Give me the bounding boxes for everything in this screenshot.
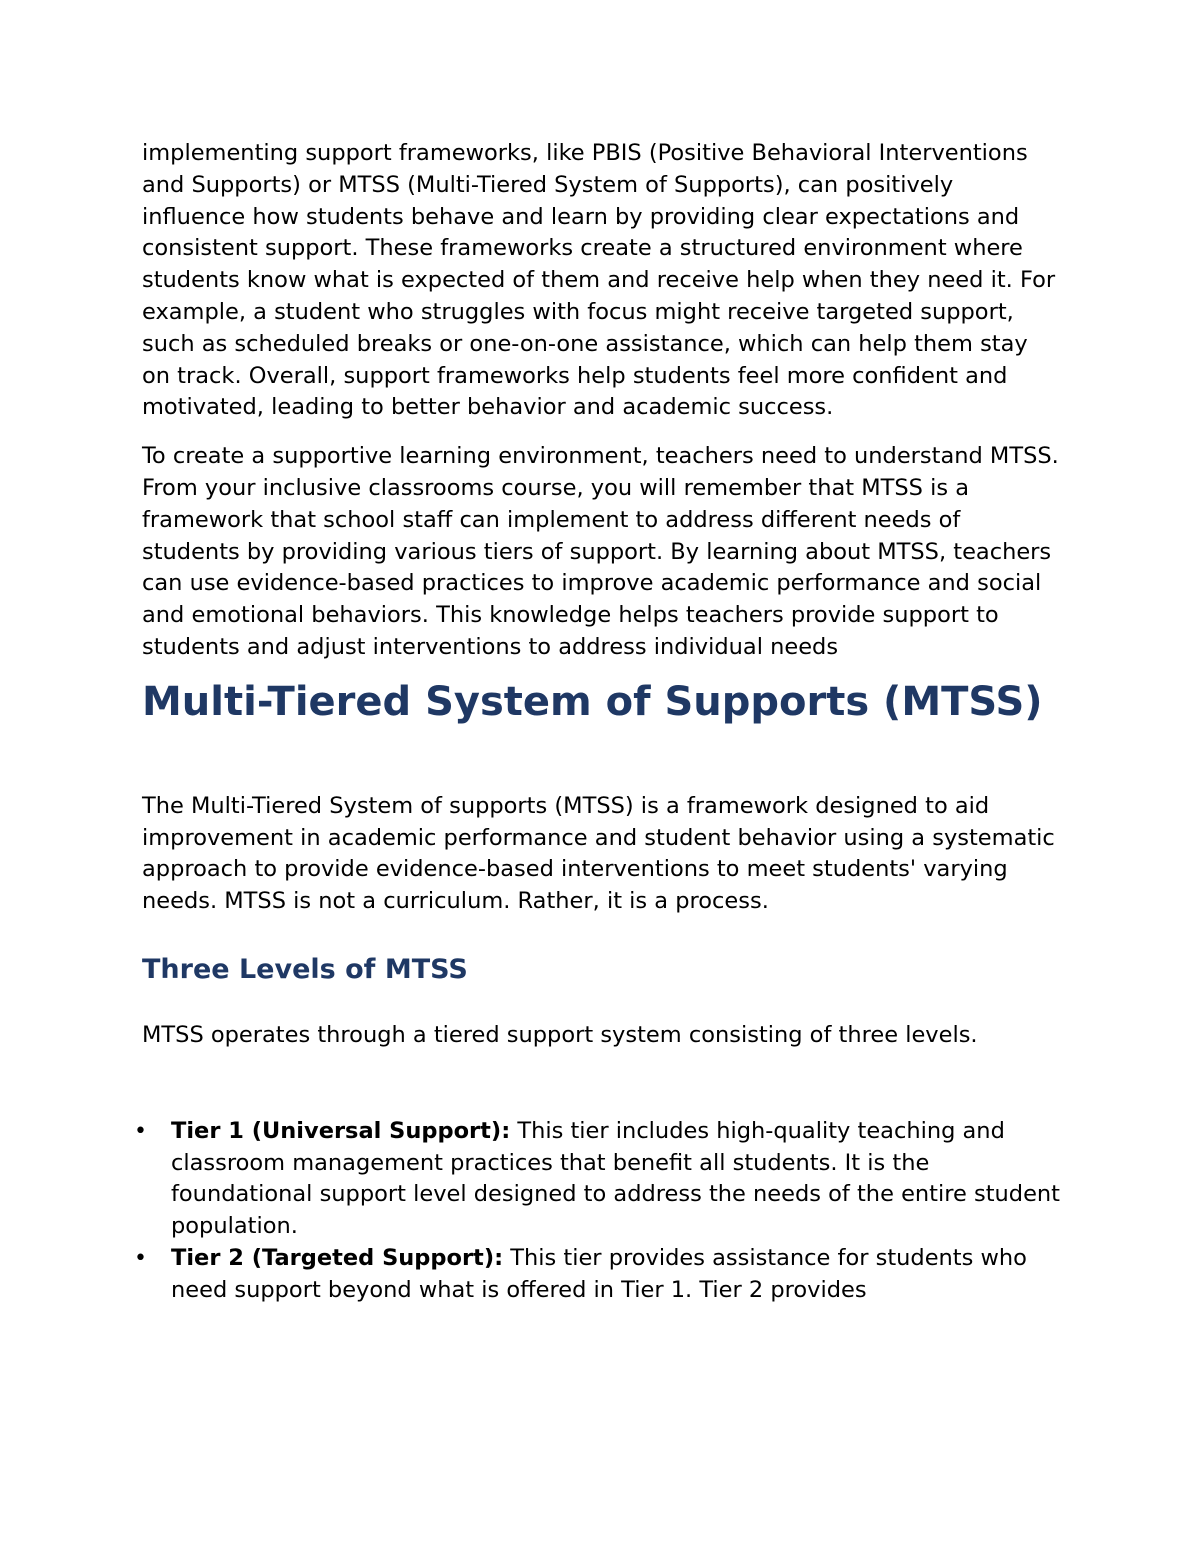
bullet-icon: • [134,1118,147,1144]
paragraph-levels-intro: MTSS operates through a tiered support system consisting of three levels. [142,1021,978,1048]
heading-mtss: Multi-Tiered System of Supports (MTSS) [142,678,1043,725]
heading-three-levels: Three Levels of MTSS [142,953,468,985]
paragraph-frameworks: implementing support frameworks, like PBIS (Positive Behavioral Interventions and Supports) or MTSS (Multi-Tiered System of Supports), can positively influence how students behave and learn by providing clear expectations and consistent support. These frameworks create a structured environment where students know what is expected of them and receive help when they need it. For example, a student who struggles with focus might receive targeted support, such as scheduled breaks or one-on-one assistance, which can help them stay on track. Overall, support frameworks help students feel more confident and motivated, leading to better behavior and academic success. [142,140,1056,421]
tier-list [134,1116,1062,1307]
tier-description: This tier includes high-quality teaching and classroom management practices that benefit all students. It is the foundational support level designed to address the needs of the entire student population. [171,1117,1061,1240]
tier-description: This tier provides assistance for students who need support beyond what is offered in Tier 1. Tier 2 provides [171,1244,1027,1303]
document-page [134,138,1062,1307]
paragraph-mtss-intro: The Multi-Tiered System of supports (MTSS) is a framework designed to aid improvement in academic performance and student behavior using a systematic approach to provide evidence-based interventions to meet students' varying needs. MTSS is not a curriculum. Rather, it is a process. [142,792,1055,915]
list-item-tier-1 [134,1116,1062,1243]
paragraph-supportive-environment: To create a supportive learning environment, teachers need to understand MTSS. From your inclusive classrooms course, you will remember that MTSS is a framework that school staff can implement to address different needs of students by providing various tiers of support. By learning about MTSS, teachers can use evidence-based practices to improve academic performance and social and emotional behaviors. This knowledge helps teachers provide support to students and adjust interventions to address individual needs [142,443,1059,660]
bullet-icon: • [134,1245,147,1271]
list-item-tier-2 [134,1243,1062,1307]
tier-label: Tier 2 (Targeted Support): [171,1244,504,1271]
tier-label: Tier 1 (Universal Support): [171,1117,511,1144]
